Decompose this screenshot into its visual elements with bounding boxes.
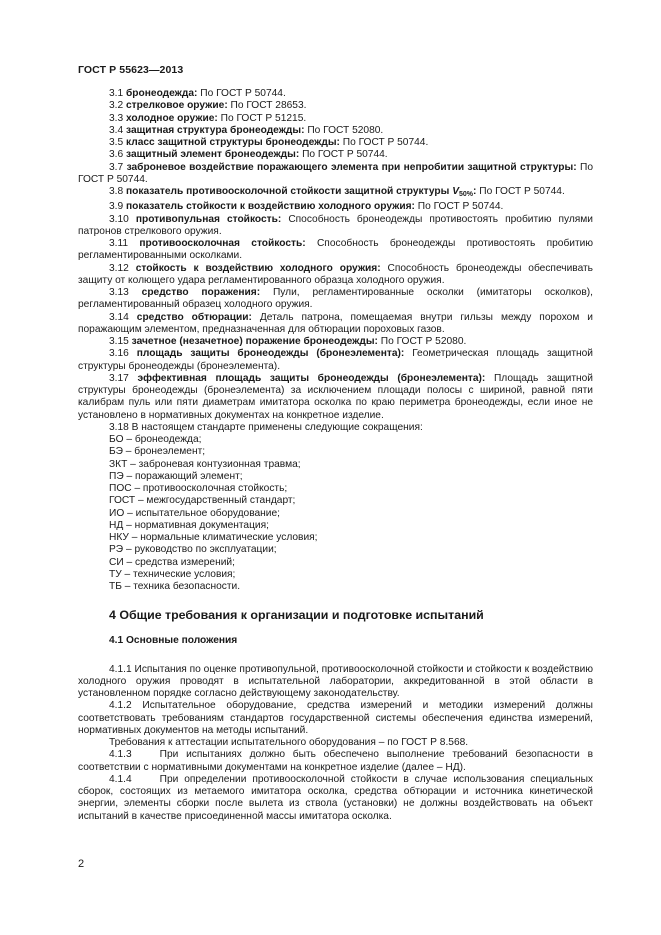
term-number: 3.13 bbox=[109, 287, 129, 298]
term-number: 3.4 bbox=[109, 124, 124, 136]
term-definition bbox=[78, 312, 593, 337]
abbreviation-meaning: – технические условия; bbox=[121, 568, 236, 580]
term-text: Способность бронеодежды обеспечивать защиту от колющего удара регламентированного образца холодного оружия. bbox=[78, 262, 593, 286]
paragraph-number: 4.1.1 bbox=[109, 663, 132, 675]
abbreviation: ТУ bbox=[109, 568, 122, 580]
term-text: Пули, регламентированные осколки (имитаторы осколков), регламентированный образец холодного оружия. bbox=[78, 287, 593, 311]
paragraph bbox=[78, 700, 593, 737]
subsection-title: 4.1 Основные положения bbox=[109, 635, 238, 647]
abbreviation-meaning: – поражающий элемент; bbox=[123, 470, 243, 482]
term-number: 3.1 bbox=[109, 88, 124, 99]
term-name: защитная структура бронеодежды: bbox=[126, 124, 305, 136]
term-text: По ГОСТ Р 50744. bbox=[299, 149, 388, 161]
term-definition bbox=[78, 336, 593, 348]
term-number: 3.12 bbox=[109, 262, 129, 274]
abbreviation-item bbox=[78, 495, 593, 507]
term-definition bbox=[78, 137, 593, 149]
term-number: 3.8 bbox=[109, 186, 124, 197]
term-definition bbox=[78, 238, 593, 263]
term-text: По ГОСТ 28653. bbox=[227, 100, 307, 112]
term-text: Деталь патрона, помещаемая внутри гильзы между порохом и поражающим элементом, предназначенная для обтюрации пороховых газов. bbox=[78, 311, 593, 335]
term-name: показатель стойкости к воздействию холодного оружия: bbox=[126, 201, 415, 213]
term-text: Способность бронеодежды противостоять пробитию регламентированными осколками. bbox=[78, 238, 593, 262]
term-name: стрелковое оружие: bbox=[126, 100, 228, 112]
section-title: 4 Общие требования к организации и подготовке испытаний bbox=[109, 608, 484, 623]
term-text: По ГОСТ Р 51215. bbox=[217, 112, 307, 124]
term-name: класс защитной структуры бронеодежды: bbox=[126, 137, 340, 148]
abbreviation-item bbox=[78, 520, 593, 532]
paragraph-number: 4.1.2 bbox=[109, 700, 132, 712]
term-text: По ГОСТ Р 52080. bbox=[377, 336, 467, 347]
term-number: 3.6 bbox=[109, 149, 124, 161]
abbreviation: РЭ bbox=[109, 544, 124, 556]
paragraph-text: Требования к аттестации испытательного оборудования – по ГОСТ Р 8.568. bbox=[109, 737, 469, 748]
term-definition bbox=[78, 125, 593, 137]
abbreviation: СИ bbox=[109, 556, 124, 568]
term-name: средство поражения: bbox=[141, 287, 261, 298]
document-body bbox=[78, 88, 593, 823]
term-name: бронеодежда: bbox=[126, 88, 198, 99]
term-text: Геометрическая площадь защитной структуры бронеодежды (бронеэлемента). bbox=[78, 348, 593, 372]
abbreviation-item bbox=[78, 532, 593, 544]
abbreviation-item bbox=[78, 557, 593, 569]
term-number: 3.2 bbox=[109, 100, 124, 112]
abbreviation: ПОС bbox=[109, 483, 132, 494]
paragraph-text: Испытания по оценке противопульной, противоосколочной стойкости и стойкости к воздействию холодного оружия проводят в испытательной лаборатории, аккредитованной в этой области в установленном порядке согласно действующему законодательству. bbox=[78, 663, 593, 699]
paragraph bbox=[78, 664, 593, 701]
abbreviation-item bbox=[78, 434, 593, 446]
term-name: заброневое воздействие поражающего элемента при непробитии защитной структуры: bbox=[126, 161, 577, 173]
abbreviation-meaning: – нормальные климатические условия; bbox=[128, 532, 318, 543]
term-name: противопульная стойкость: bbox=[135, 213, 282, 225]
term-name: зачетное (незачетное) поражение бронеодежды: bbox=[131, 336, 378, 347]
paragraph bbox=[78, 737, 593, 749]
paragraph-text: При определении противоосколочной стойкости в случае использования специальных сборок, состоящих из метаемого имитатора осколка, средства обтюрации и источника кинетической энергии, элементы сборки после вылета из ствола (установки) не должны воздействовать на объект испытаний в качестве присоединенной массы имитатора осколка. bbox=[78, 773, 593, 822]
term-definition bbox=[78, 162, 593, 187]
abbreviations-list bbox=[78, 434, 593, 593]
term-definition bbox=[78, 201, 593, 213]
abbreviation: ГОСТ bbox=[109, 495, 136, 507]
terms-list bbox=[78, 88, 593, 422]
section-paragraphs bbox=[78, 664, 593, 823]
abbreviation-meaning: – испытательное оборудование; bbox=[124, 507, 280, 519]
abbreviation: ИО bbox=[109, 507, 125, 519]
abbreviation-meaning: – техника безопасности. bbox=[121, 581, 241, 592]
abbreviation-item bbox=[78, 459, 593, 471]
abbreviation-meaning: – средства измерений; bbox=[123, 556, 235, 568]
term-text: По ГОСТ Р 50744. bbox=[339, 137, 429, 148]
term-name: показатель противоосколочной стойкости защитной структуры bbox=[126, 186, 450, 197]
term-number: 3.15 bbox=[109, 336, 129, 347]
paragraph-text: Испытательное оборудование, средства измерений и методики измерений должны соответствовать требованиям стандартов государственной системы обеспечения единства измерений, нормативных документов на методы испытаний. bbox=[78, 700, 593, 736]
term-name: противоосколочная стойкость: bbox=[139, 238, 306, 249]
term-text: По ГОСТ Р 50744. bbox=[476, 186, 565, 197]
term-number: 3.9 bbox=[109, 201, 124, 213]
term-symbol: V bbox=[452, 186, 459, 197]
abbreviation: ТБ bbox=[109, 581, 122, 592]
term-number: 3.14 bbox=[109, 311, 129, 323]
term-symbol-subscript: 50% bbox=[459, 191, 474, 198]
term-text: Площадь защитной структуры бронеодежды (бронеэлемента) за исключением площади полосы с шириной, равной пяти калибрам пуль или пяти диаметрам имитатора осколка по краю периметра бронеодежды, если иное не установлено в нормативных документах на конкретное изделие. bbox=[78, 372, 593, 421]
paragraph-number: 4.1.4 bbox=[109, 773, 132, 785]
abbreviation: БЭ bbox=[109, 446, 123, 458]
term-number: 3.10 bbox=[109, 213, 129, 225]
paragraph bbox=[78, 774, 593, 823]
abbreviation-meaning: – заброневая контузионная травма; bbox=[127, 458, 301, 470]
abbreviation-meaning: – нормативная документация; bbox=[123, 519, 269, 531]
document-header: ГОСТ Р 55623—2013 bbox=[78, 64, 184, 76]
term-number: 3.5 bbox=[109, 137, 124, 148]
abbreviation-item bbox=[78, 471, 593, 483]
abbreviation-meaning: – межгосударственный стандарт; bbox=[135, 495, 296, 507]
term-text: По ГОСТ 52080. bbox=[304, 124, 384, 136]
abbreviation: ЗКТ bbox=[109, 458, 128, 470]
term-name: площадь защиты бронеодежды (бронеэлемента): bbox=[136, 348, 405, 360]
abbreviation-item bbox=[78, 569, 593, 581]
term-definition bbox=[78, 348, 593, 373]
term-definition bbox=[78, 100, 593, 112]
term-number: 3.16 bbox=[109, 348, 129, 360]
paragraph bbox=[78, 749, 593, 774]
abbreviations-intro: 3.18 В настоящем стандарте применены следующие сокращения: bbox=[109, 421, 423, 433]
term-name: защитный элемент бронеодежды: bbox=[126, 149, 300, 161]
abbreviation-item bbox=[78, 446, 593, 458]
term-definition bbox=[78, 186, 593, 201]
abbreviation-meaning: – противоосколочная стойкость; bbox=[131, 483, 288, 494]
term-definition bbox=[78, 263, 593, 288]
abbreviation: ПЭ bbox=[109, 470, 124, 482]
abbreviation-meaning: – бронеэлемент; bbox=[122, 446, 206, 458]
term-definition bbox=[78, 373, 593, 422]
abbreviation-item bbox=[78, 508, 593, 520]
abbreviation-item bbox=[78, 581, 593, 593]
term-name: стойкость к воздействию холодного оружия: bbox=[135, 262, 381, 274]
term-text: По ГОСТ Р 50744. bbox=[197, 88, 286, 99]
term-name: эффективная площадь защиты бронеодежды (бронеэлемента): bbox=[137, 372, 486, 384]
term-definition bbox=[78, 287, 593, 312]
term-definition bbox=[78, 88, 593, 100]
term-definition bbox=[78, 149, 593, 161]
paragraph-number: 4.1.3 bbox=[109, 749, 132, 761]
abbreviation-item bbox=[78, 544, 593, 556]
term-name: средство обтюрации: bbox=[136, 311, 252, 323]
page-number: 2 bbox=[78, 858, 85, 870]
paragraph-text: При испытаниях должно быть обеспечено выполнение требований безопасности в соответствии с нормативными документами на конкретное изделие (далее – НД). bbox=[78, 749, 593, 773]
term-definition bbox=[78, 214, 593, 239]
term-definition bbox=[78, 113, 593, 125]
term-colon: : bbox=[473, 186, 477, 197]
abbreviation-meaning: – бронеодежда; bbox=[123, 434, 202, 445]
term-text: Способность бронеодежды противостоять пробитию пулями патронов стрелкового оружия. bbox=[78, 213, 593, 237]
abbreviation-item bbox=[78, 483, 593, 495]
term-number: 3.7 bbox=[109, 161, 124, 173]
term-text: По ГОСТ Р 50744. bbox=[414, 201, 504, 213]
abbreviation-meaning: – руководство по эксплуатации; bbox=[123, 544, 277, 556]
abbreviation: НД bbox=[109, 519, 124, 531]
term-name: холодное оружие: bbox=[126, 112, 218, 124]
term-number: 3.11 bbox=[109, 238, 129, 249]
term-number: 3.17 bbox=[109, 372, 129, 384]
abbreviation: БО bbox=[109, 434, 124, 445]
term-text: По ГОСТ Р 50744. bbox=[78, 161, 593, 185]
term-number: 3.3 bbox=[109, 112, 124, 124]
abbreviation: НКУ bbox=[109, 532, 129, 543]
